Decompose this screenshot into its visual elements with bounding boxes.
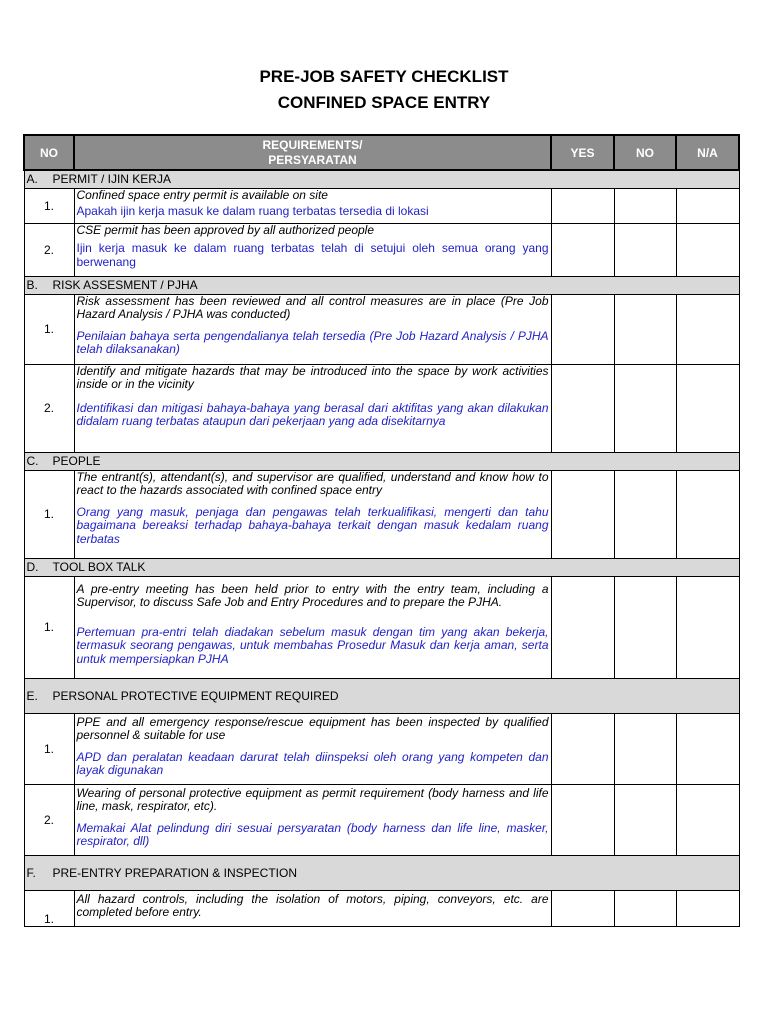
column-header-yes: YES	[551, 135, 614, 170]
table-row	[24, 223, 739, 276]
section-letter: A.	[26, 172, 38, 187]
no-checkbox-cell[interactable]	[614, 364, 676, 452]
column-header-na: N/A	[676, 135, 739, 170]
na-checkbox-cell[interactable]	[676, 294, 739, 364]
column-header-no-answer: NO	[614, 135, 676, 170]
section-header-people	[24, 452, 739, 470]
requirement-cell	[74, 470, 551, 558]
yes-checkbox-cell[interactable]	[551, 890, 614, 926]
requirement-text-id: Pertemuan pra-entri telah diadakan sebelum masuk dengan tim yang akan bekerja, termasuk seorang pengawas, untuk membahas Prosedur Masuk dan kerja aman, serta untuk mempersiapkan PJHA	[76, 624, 549, 666]
table-row	[24, 784, 739, 855]
requirement-text-en: All hazard controls, including the isolation of motors, piping, conveyors, etc. are completed before entry.	[76, 891, 549, 919]
section-header-permit	[24, 170, 739, 188]
row-number: 2.	[24, 223, 74, 276]
na-checkbox-cell[interactable]	[676, 784, 739, 855]
document-title: PRE-JOB SAFETY CHECKLIST	[259, 67, 509, 86]
requirement-text-id: Penilaian bahaya serta pengendalianya telah tersedia (Pre Job Hazard Analysis / PJHA telah dilaksanakan)	[76, 328, 549, 356]
requirements-header-id: PERSYARATAN	[268, 152, 357, 167]
na-checkbox-cell[interactable]	[676, 470, 739, 558]
section-header-ppe	[24, 678, 739, 713]
row-number: 1.	[24, 576, 74, 678]
section-header-tool-box-talk	[24, 558, 739, 576]
row-number: 2.	[24, 364, 74, 452]
column-header-requirements	[74, 135, 551, 170]
requirement-text-en: Confined space entry permit is available on site	[76, 187, 328, 202]
no-checkbox-cell[interactable]	[614, 223, 676, 276]
no-checkbox-cell[interactable]	[614, 188, 676, 223]
row-number: 1.	[24, 713, 74, 784]
na-checkbox-cell[interactable]	[676, 223, 739, 276]
yes-checkbox-cell[interactable]	[551, 223, 614, 276]
yes-checkbox-cell[interactable]	[551, 188, 614, 223]
section-title: PERMIT / IJIN KERJA	[52, 172, 171, 187]
requirement-text-id: Orang yang masuk, penjaga dan pengawas telah terkualifikasi, mengerti dan tahu bagaimana bereaksi terhadap bahaya-bahaya terkait dengan masuk kedalam ruang terbatas	[76, 504, 549, 546]
requirement-text-en: Wearing of personal protective equipment as permit requirement (body harness and life line, mask, respirator, etc).	[76, 785, 549, 813]
row-number: 1.	[24, 890, 74, 926]
no-checkbox-cell[interactable]	[614, 890, 676, 926]
requirement-text-en: Risk assessment has been reviewed and all control measures are in place (Pre Job Hazard Analysis / PJHA was conducted)	[76, 293, 549, 321]
document-subtitle: CONFINED SPACE ENTRY	[277, 93, 491, 112]
row-number: 1.	[24, 294, 74, 364]
na-checkbox-cell[interactable]	[676, 576, 739, 678]
requirement-cell	[74, 294, 551, 364]
no-checkbox-cell[interactable]	[614, 784, 676, 855]
requirement-text-en: Identify and mitigate hazards that may be introduced into the space by work activities inside or in the vicinity	[76, 363, 549, 391]
row-number: 1.	[24, 470, 74, 558]
na-checkbox-cell[interactable]	[676, 890, 739, 926]
na-checkbox-cell[interactable]	[676, 713, 739, 784]
section-letter: F.	[26, 865, 36, 880]
yes-checkbox-cell[interactable]	[551, 364, 614, 452]
requirement-text-en: The entrant(s), attendant(s), and supervisor are qualified, understand and know how to react to the hazards associated with confined space entry	[76, 469, 549, 497]
requirement-text-id: Apakah ijin kerja masuk ke dalam ruang terbatas tersedia di lokasi	[76, 204, 429, 218]
requirement-cell	[74, 784, 551, 855]
no-checkbox-cell[interactable]	[614, 294, 676, 364]
requirement-cell	[74, 188, 551, 223]
requirement-text-en: A pre-entry meeting has been held prior to entry with the entry team, including a Supervisor, to discuss Safe Job and Entry Procedures and to prepare the PJHA.	[76, 581, 549, 609]
no-checkbox-cell[interactable]	[614, 713, 676, 784]
yes-checkbox-cell[interactable]	[551, 784, 614, 855]
row-number: 1.	[24, 188, 74, 223]
requirement-text-en: CSE permit has been approved by all authorized people	[76, 222, 375, 237]
section-header-risk-assessment	[24, 276, 739, 294]
checklist-table	[23, 134, 740, 927]
requirement-cell	[74, 223, 551, 276]
section-letter: B.	[26, 278, 38, 292]
section-letter: E.	[26, 688, 38, 703]
table-row	[24, 576, 739, 678]
na-checkbox-cell[interactable]	[676, 188, 739, 223]
row-number: 2.	[24, 784, 74, 855]
table-row	[24, 188, 739, 223]
yes-checkbox-cell[interactable]	[551, 294, 614, 364]
section-letter: D.	[26, 560, 39, 574]
section-letter: C.	[26, 454, 39, 468]
section-header-pre-entry-preparation	[24, 855, 739, 890]
table-row	[24, 890, 739, 926]
table-row	[24, 713, 739, 784]
section-title: RISK ASSESMENT / PJHA	[52, 278, 198, 292]
no-checkbox-cell[interactable]	[614, 576, 676, 678]
requirement-text-id: Memakai Alat pelindung diri sesuai persyaratan (body harness dan life line, masker, respirator, dll)	[76, 820, 549, 848]
yes-checkbox-cell[interactable]	[551, 576, 614, 678]
section-title: PERSONAL PROTECTIVE EQUIPMENT REQUIRED	[52, 688, 339, 703]
requirement-text-en: PPE and all emergency response/rescue equipment has been inspected by qualified personnel & suitable for use	[76, 714, 549, 742]
requirement-cell	[74, 890, 551, 926]
table-row	[24, 470, 739, 558]
yes-checkbox-cell[interactable]	[551, 713, 614, 784]
table-row	[24, 294, 739, 364]
requirements-header-en: REQUIREMENTS/	[262, 137, 363, 152]
requirement-text-id: Identifikasi dan mitigasi bahaya-bahaya yang berasal dari aktifitas yang akan dilakukan didalam ruang terbatas ataupun dari pekerjaan yang ada disekitarnya	[76, 400, 549, 428]
requirement-text-id: Ijin kerja masuk ke dalam ruang terbatas telah di setujui oleh semua orang yang berwenang	[76, 241, 549, 269]
requirement-text-id: APD dan peralatan keadaan darurat telah diinspeksi oleh orang yang kompeten dan layak digunakan	[76, 749, 549, 777]
requirement-cell	[74, 364, 551, 452]
yes-checkbox-cell[interactable]	[551, 470, 614, 558]
section-title: PEOPLE	[52, 454, 101, 468]
no-checkbox-cell[interactable]	[614, 470, 676, 558]
section-title: TOOL BOX TALK	[52, 560, 146, 574]
requirement-cell	[74, 713, 551, 784]
table-row	[24, 364, 739, 452]
section-title: PRE-ENTRY PREPARATION & INSPECTION	[52, 865, 297, 880]
na-checkbox-cell[interactable]	[676, 364, 739, 452]
column-header-no: NO	[24, 135, 74, 170]
table-header-row	[24, 135, 739, 170]
requirement-cell	[74, 576, 551, 678]
